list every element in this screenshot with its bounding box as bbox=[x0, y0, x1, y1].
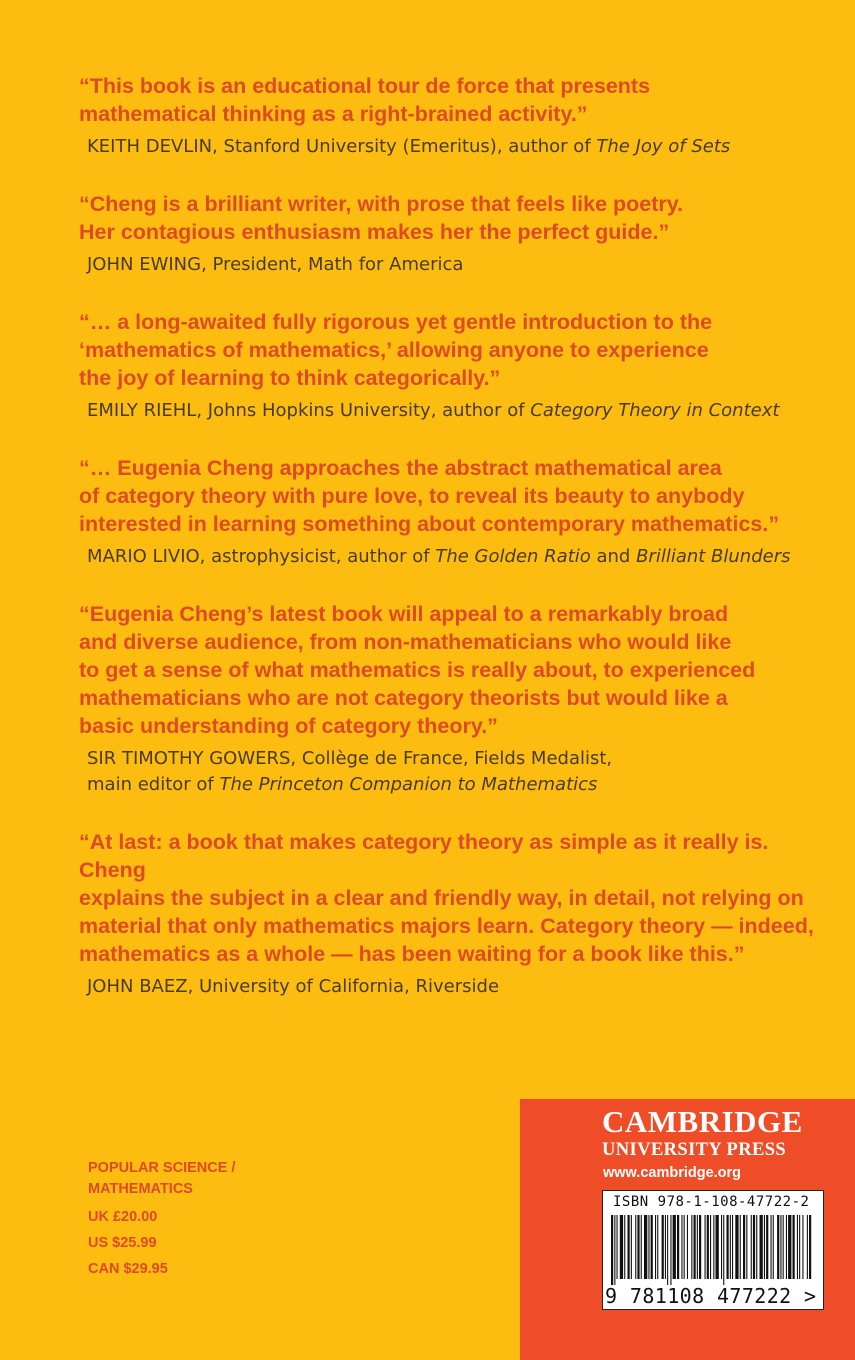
barcode-bar bbox=[697, 1215, 698, 1279]
barcode-bar bbox=[771, 1215, 772, 1279]
barcode-bar bbox=[637, 1215, 639, 1279]
barcode-bar bbox=[611, 1215, 613, 1285]
attribution-line-2 bbox=[87, 772, 839, 798]
barcode-bar bbox=[620, 1215, 623, 1279]
attribution-name: JOHN BAEZ, University of California, Riverside bbox=[87, 976, 500, 997]
quote-attribution bbox=[79, 398, 839, 424]
quote-text: “At last: a book that makes category theory as simple as it really is. Cheng explains the subject in a clear and friendly way, in detail, not relying on material that only mathematics majors learn. Category theory — indeed, mathematics as a whole — has been waiting for a book like this.” bbox=[79, 830, 814, 966]
attribution-name: EMILY RIEHL, Johns Hopkins University, author of bbox=[87, 400, 531, 421]
quote-devlin bbox=[79, 72, 839, 160]
isbn-barcode bbox=[602, 1190, 824, 1310]
isbn-label: ISBN 978-1-108-47722-2 bbox=[613, 1194, 810, 1210]
price-list bbox=[88, 1204, 168, 1282]
barcode-bar bbox=[684, 1215, 685, 1279]
quote-ewing bbox=[79, 190, 839, 278]
barcode-bar bbox=[730, 1215, 731, 1279]
subject-category bbox=[88, 1158, 235, 1200]
attribution-book-title-2: Brilliant Blunders bbox=[636, 546, 791, 567]
barcode-bar bbox=[614, 1215, 615, 1285]
barcode-bar bbox=[766, 1215, 768, 1279]
price-us: US $25.99 bbox=[88, 1235, 157, 1251]
barcode-bar bbox=[723, 1215, 724, 1285]
barcode-bar bbox=[707, 1215, 709, 1279]
quote-text: “… Eugenia Cheng approaches the abstract mathematical area of category theory with pure love, to reveal its beauty to anybody interested in learning something about contemporary mathematics.” bbox=[79, 456, 780, 536]
barcode-bar bbox=[705, 1215, 706, 1279]
barcode-bar bbox=[628, 1215, 630, 1279]
endorsements bbox=[79, 72, 839, 1030]
quote-text: “Eugenia Cheng’s latest book will appeal to a remarkably broad and diverse audience, from non-mathematicians who would like to get a sense of what mathematics is really about, to experienced mathematicians who are not category theorists but would like a basic understanding of category theory.” bbox=[79, 602, 756, 738]
barcode-bar bbox=[773, 1215, 774, 1279]
barcode-bar bbox=[809, 1215, 811, 1279]
quote-baez bbox=[79, 828, 839, 1000]
quote-attribution bbox=[79, 252, 839, 278]
quote-attribution bbox=[79, 974, 839, 1000]
barcode-bar bbox=[797, 1215, 798, 1279]
barcode-bar bbox=[756, 1215, 757, 1279]
attribution-book-title: The Princeton Companion to Mathematics bbox=[219, 774, 598, 795]
price-can: CAN $29.95 bbox=[88, 1261, 168, 1277]
barcode-bar bbox=[691, 1215, 692, 1279]
barcode-bar bbox=[743, 1215, 745, 1279]
barcode-digits: 9 781108 477222 > bbox=[605, 1284, 817, 1308]
barcode-bar bbox=[753, 1215, 755, 1279]
publisher-url: www.cambridge.org bbox=[603, 1165, 742, 1181]
barcode-bar bbox=[699, 1215, 701, 1279]
barcode-bar bbox=[631, 1215, 632, 1279]
barcode-bar bbox=[807, 1215, 808, 1279]
barcode-bar bbox=[746, 1215, 747, 1279]
quote-text: “… a long-awaited fully rigorous yet gentle introduction to the ‘mathematics of mathematics,’ allowing anyone to experience the joy of learning to think categorically.” bbox=[79, 310, 713, 390]
barcode-bar bbox=[727, 1215, 729, 1279]
attribution-line-1: SIR TIMOTHY GOWERS, Collège de France, Fields Medalist, bbox=[87, 748, 613, 769]
barcode-bar bbox=[764, 1215, 765, 1279]
price-uk: UK £20.00 bbox=[88, 1209, 158, 1225]
quote-gowers bbox=[79, 600, 839, 798]
barcode-bar bbox=[657, 1215, 658, 1279]
barcode-bar bbox=[732, 1215, 733, 1279]
quote-livio bbox=[79, 454, 839, 570]
attribution-role: main editor of bbox=[87, 774, 220, 795]
publisher-name-line-1: CAMBRIDGE bbox=[602, 1104, 803, 1139]
barcode-bar bbox=[721, 1215, 722, 1279]
quote-text: “Cheng is a brilliant writer, with prose that feels like poetry. Her contagious enthusiasm makes her the perfect guide.” bbox=[79, 192, 684, 244]
barcode-bar bbox=[673, 1215, 676, 1279]
barcode-bar bbox=[665, 1215, 666, 1279]
publisher-name-line-2: UNIVERSITY PRESS bbox=[602, 1140, 787, 1160]
barcode-bar bbox=[802, 1215, 803, 1279]
barcode-bar bbox=[648, 1215, 649, 1279]
publisher-panel bbox=[520, 1099, 855, 1360]
barcode-bar bbox=[694, 1215, 696, 1279]
attribution-name: MARIO LIVIO, astrophysicist, author of bbox=[87, 546, 436, 567]
barcode-bar bbox=[681, 1215, 682, 1279]
barcode-bar bbox=[760, 1215, 763, 1279]
subject-line-1: POPULAR SCIENCE / bbox=[88, 1160, 236, 1176]
attribution-book-title: The Joy of Sets bbox=[596, 136, 731, 157]
barcode-bar bbox=[780, 1215, 781, 1279]
quote-riehl bbox=[79, 308, 839, 424]
barcode-bar bbox=[777, 1215, 779, 1279]
barcode-bar bbox=[662, 1215, 664, 1279]
barcode-bar bbox=[635, 1215, 636, 1279]
quote-attribution bbox=[79, 134, 839, 160]
barcode-bar bbox=[783, 1215, 784, 1279]
barcode-bar bbox=[740, 1215, 741, 1279]
barcode-bar bbox=[667, 1215, 668, 1285]
barcode-bar bbox=[788, 1215, 791, 1279]
quote-attribution bbox=[79, 544, 839, 570]
attribution-book-title: The Golden Ratio bbox=[435, 546, 591, 567]
barcode-bar bbox=[710, 1215, 711, 1279]
barcode-bar bbox=[644, 1215, 647, 1279]
barcode-bar bbox=[716, 1215, 719, 1279]
attribution-book-title: Category Theory in Context bbox=[530, 400, 780, 421]
barcode-bar bbox=[670, 1215, 671, 1285]
publisher-logo bbox=[602, 1105, 842, 1161]
barcode-bar bbox=[655, 1215, 656, 1279]
barcode-bar bbox=[617, 1215, 618, 1279]
subject-line-2: MATHEMATICS bbox=[88, 1181, 193, 1197]
barcode-bar bbox=[687, 1215, 688, 1279]
attribution-name: KEITH DEVLIN, Stanford University (Emeritus), author of bbox=[87, 136, 597, 157]
barcode-bar bbox=[799, 1215, 800, 1279]
barcode-bar bbox=[677, 1215, 679, 1279]
barcode-bar bbox=[786, 1215, 787, 1279]
attribution-conjunction: and bbox=[590, 546, 637, 567]
quote-attribution bbox=[79, 746, 839, 798]
barcode-bars bbox=[611, 1215, 815, 1285]
barcode-bar bbox=[641, 1215, 642, 1279]
quote-text: “This book is an educational tour de force that presents mathematical thinking as a right-brained activity.” bbox=[79, 74, 651, 126]
barcode-bar bbox=[735, 1215, 738, 1279]
barcode-bar bbox=[793, 1215, 795, 1279]
barcode-bar bbox=[751, 1215, 752, 1279]
barcode-bar bbox=[651, 1215, 653, 1279]
barcode-bar bbox=[713, 1215, 714, 1279]
attribution-name: JOHN EWING, President, Math for America bbox=[87, 254, 464, 275]
barcode-bar bbox=[624, 1215, 625, 1279]
